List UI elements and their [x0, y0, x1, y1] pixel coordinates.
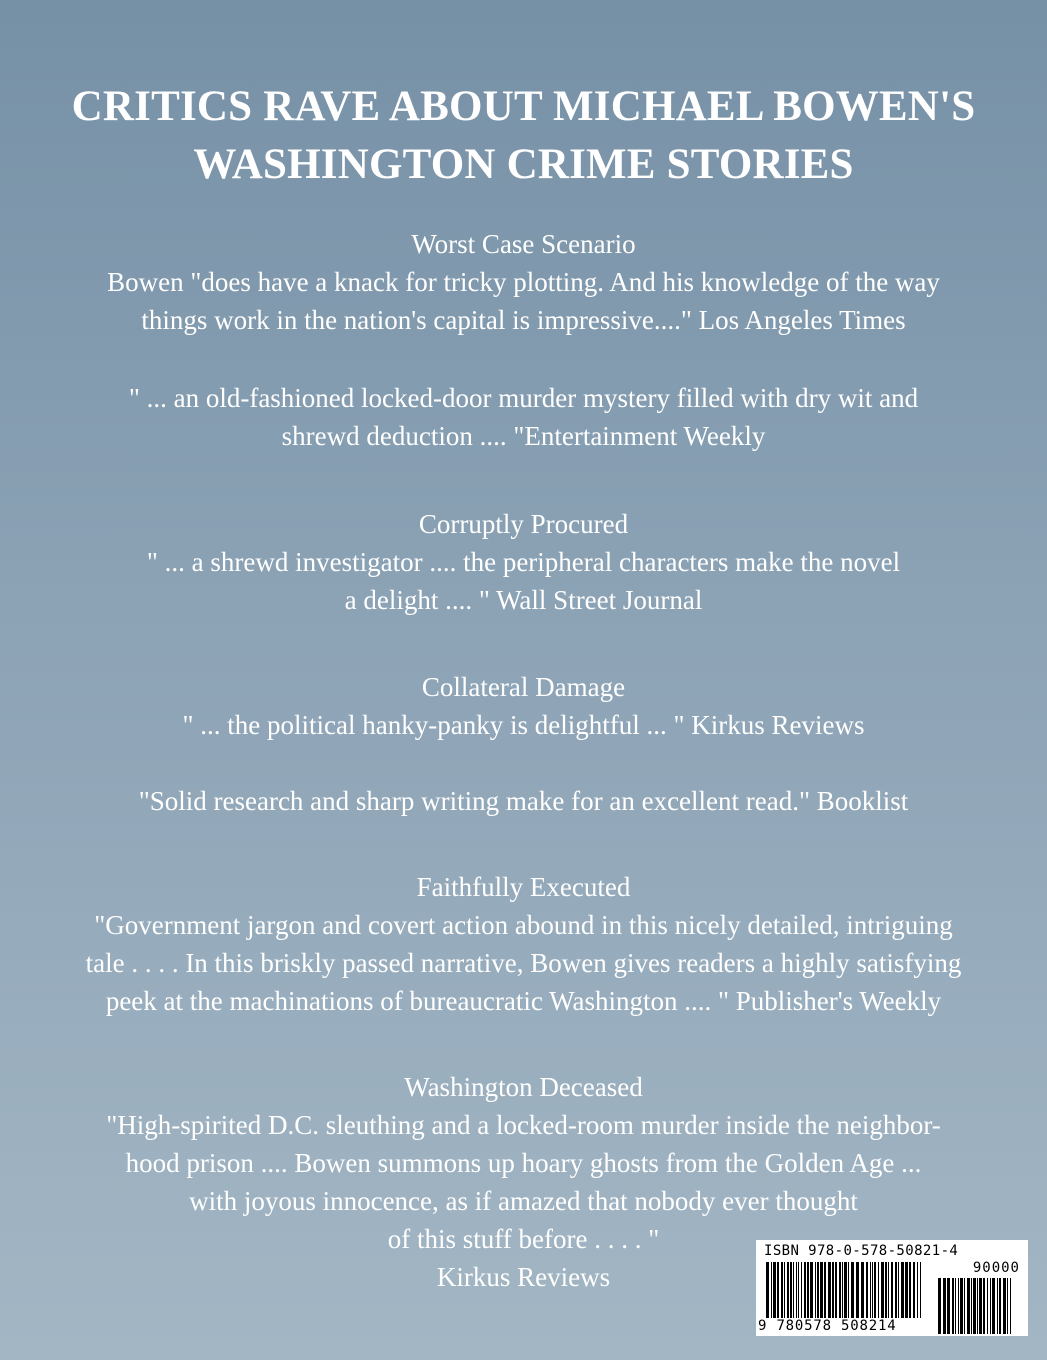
barcode-bar	[943, 1278, 946, 1334]
barcode-bar	[804, 1262, 806, 1318]
quote-line: "High-spirited D.C. sleuthing and a locked-room murder inside the neighbor-	[106, 1110, 941, 1140]
quote-line: " ... an old-fashioned locked-door murder mystery filled with dry wit and	[128, 383, 919, 413]
barcode-bar	[958, 1278, 959, 1334]
barcode-bar	[997, 1278, 998, 1334]
barcode-bar	[917, 1262, 918, 1318]
barcode-bar	[938, 1278, 941, 1334]
book-title: Worst Case Scenario	[411, 229, 636, 259]
barcode-bar	[895, 1262, 897, 1318]
barcode-bar	[844, 1262, 847, 1318]
barcode-bar	[773, 1262, 776, 1318]
barcode-bar	[793, 1262, 794, 1318]
barcode-bar	[870, 1262, 871, 1318]
barcode-bar	[990, 1278, 991, 1334]
review-faithfully-executed	[0, 868, 1047, 1020]
title-line-2: WASHINGTON CRIME STORIES	[193, 141, 854, 188]
quote-line: peek at the machinations of bureaucratic Washington .... " Publisher's Weekly	[105, 986, 942, 1016]
book-title: Collateral Damage	[421, 672, 626, 702]
quote-line: Bowen "does have a knack for tricky plotting. And his knowledge of the way	[107, 267, 940, 297]
barcode-bar	[872, 1262, 873, 1318]
barcode-bar	[815, 1262, 816, 1318]
book-title: Corruptly Procured	[418, 509, 629, 539]
barcode-bar	[967, 1278, 970, 1334]
review-worst-case-scenario	[0, 225, 1047, 339]
barcode-bar	[856, 1262, 859, 1318]
barcode-bar	[960, 1278, 963, 1334]
quote-line: with joyous innocence, as if amazed that nobody ever thought	[189, 1186, 858, 1216]
barcode-bar	[824, 1262, 826, 1318]
barcode-bar	[913, 1262, 915, 1318]
barcode-bar	[971, 1278, 972, 1334]
barcode-bar	[828, 1262, 831, 1318]
barcode-bar	[810, 1262, 813, 1318]
barcode-bar	[1003, 1278, 1006, 1334]
barcode-bar	[901, 1262, 904, 1318]
isbn-barcode	[756, 1240, 1028, 1336]
quote-line: "Government jargon and covert action abound in this nicely detailed, intriguing	[94, 910, 953, 940]
barcode-bar	[801, 1262, 802, 1318]
barcode-bar	[817, 1262, 819, 1318]
barcode-bar	[952, 1278, 954, 1334]
barcode-bar	[842, 1262, 843, 1318]
barcode-bar	[973, 1278, 976, 1334]
barcode-bar	[807, 1262, 809, 1318]
barcode-bar	[920, 1262, 921, 1318]
barcode-bar	[766, 1262, 769, 1318]
barcode-bar	[839, 1262, 841, 1318]
barcode-addon-bars	[938, 1278, 1014, 1334]
barcode-bar	[874, 1262, 876, 1318]
barcode-bar	[1007, 1278, 1008, 1334]
barcode-bar	[891, 1262, 893, 1318]
barcode-bar	[832, 1262, 834, 1318]
barcode-main-bars	[766, 1262, 924, 1318]
quote-line: shrewd deduction .... "Entertainment Weekly	[281, 421, 766, 451]
barcode-bar	[977, 1278, 978, 1334]
barcode-bar	[787, 1262, 789, 1318]
barcode-bar	[771, 1262, 772, 1318]
barcode-bar	[790, 1262, 792, 1318]
barcode-bar	[979, 1278, 982, 1334]
barcode-bar	[992, 1278, 995, 1334]
barcode-bar	[1010, 1278, 1011, 1334]
barcode-bar	[905, 1262, 908, 1318]
quote-line: hood prison .... Bowen summons up hoary ghosts from the Golden Age ...	[125, 1148, 922, 1178]
barcode-bar	[784, 1262, 785, 1318]
book-title: Faithfully Executed	[416, 872, 631, 902]
review-worst-case-scenario-2	[0, 379, 1047, 455]
review-collateral-damage-2	[0, 782, 1047, 820]
barcode-bar	[820, 1262, 823, 1318]
barcode-bar	[777, 1262, 779, 1318]
barcode-bar	[848, 1262, 849, 1318]
barcode-bar	[835, 1262, 837, 1318]
barcode-bar	[898, 1262, 899, 1318]
isbn-label: ISBN 978-0-578-50821-4	[764, 1243, 959, 1259]
quote-line: things work in the nation's capital is impressive...." Los Angeles Times	[141, 305, 906, 335]
barcode-bar	[866, 1262, 868, 1318]
barcode-bar	[999, 1278, 1001, 1334]
barcode-bar	[947, 1278, 950, 1334]
book-title: Washington Deceased	[404, 1072, 643, 1102]
barcode-bar	[798, 1262, 799, 1318]
barcode-bar	[878, 1262, 879, 1318]
barcode-bar	[983, 1278, 985, 1334]
quote-line: of this stuff before . . . . "	[387, 1224, 660, 1254]
quote-source: Kirkus Reviews	[436, 1262, 611, 1292]
barcode-bar	[955, 1278, 956, 1334]
back-cover-title	[0, 78, 1047, 194]
price-addon-label: 90000	[972, 1260, 1020, 1276]
title-line-1: CRITICS RAVE ABOUT MICHAEL BOWEN'S	[71, 83, 976, 130]
barcode-bar	[796, 1262, 797, 1318]
review-corruptly-procured	[0, 505, 1047, 619]
quote-line: " ... the political hanky-panky is delightful ... " Kirkus Reviews	[182, 710, 865, 740]
barcode-bar	[851, 1262, 854, 1318]
barcode-number: 9 780578 508214	[758, 1318, 897, 1334]
barcode-bar	[885, 1262, 887, 1318]
barcode-bar	[888, 1262, 889, 1318]
review-collateral-damage	[0, 668, 1047, 744]
barcode-bar	[781, 1262, 783, 1318]
barcode-bar	[909, 1262, 911, 1318]
barcode-bar	[987, 1278, 988, 1334]
quote-line: "Solid research and sharp writing make for an excellent read." Booklist	[138, 786, 909, 816]
quote-line: tale . . . . In this briskly passed narrative, Bowen gives readers a highly satisfying	[85, 948, 962, 978]
quote-line: " ... a shrewd investigator .... the peripheral characters make the novel	[146, 547, 901, 577]
barcode-bar	[964, 1278, 965, 1334]
barcode-bar	[861, 1262, 864, 1318]
barcode-bar	[881, 1262, 884, 1318]
quote-line: a delight .... " Wall Street Journal	[344, 585, 703, 615]
